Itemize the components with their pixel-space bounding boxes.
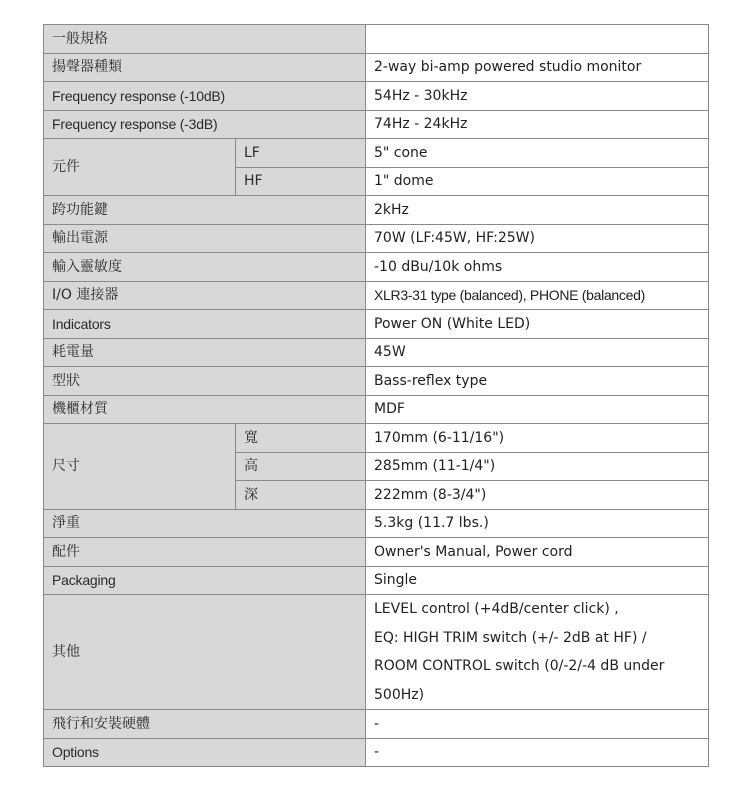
dimensions-label: 尺寸 [44,424,236,510]
io-connectors-value: XLR3-31 type (balanced), PHONE (balanced) [366,281,709,310]
net-weight-label: 淨重 [44,509,366,538]
packaging-value: Single [366,566,709,595]
indicators-label: Indicators [44,310,366,339]
speaker-type-value: 2-way bi-amp powered studio monitor [366,53,709,82]
hf-label: HF [236,167,366,196]
others-line: 500Hz) [374,686,425,703]
lf-value: 5" cone [366,139,709,168]
table-row [44,424,709,453]
freq-10db-label: Frequency response (-10dB) [44,82,366,111]
components-label: 元件 [44,139,236,196]
depth-value: 222mm (8-3/4") [366,481,709,510]
cabinet-material-label: 機櫃材質 [44,395,366,424]
width-label: 寬 [236,424,366,453]
accessories-label: 配件 [44,538,366,567]
width-value: 170mm (6-11/16") [366,424,709,453]
table-row [44,566,709,595]
cabinet-material-value: MDF [366,395,709,424]
output-power-value: 70W (LF:45W, HF:25W) [366,224,709,253]
freq-3db-value: 74Hz - 24kHz [366,110,709,139]
input-sensitivity-label: 輸入靈敏度 [44,253,366,282]
others-line: ROOM CONTROL switch (0/-2/-4 dB under [374,658,665,674]
table-row [44,738,709,767]
table-row [44,253,709,282]
options-value: - [366,738,709,767]
freq-10db-value: 54Hz - 30kHz [366,82,709,111]
table-row [44,139,709,168]
table-row [44,338,709,367]
net-weight-value: 5.3kg (11.7 lbs.) [366,509,709,538]
table-row [44,224,709,253]
io-connectors-label: I/O 連接器 [44,281,366,310]
power-consumption-value: 45W [366,338,709,367]
table-row [44,509,709,538]
options-label: Options [44,738,366,767]
crossover-value: 2kHz [366,196,709,225]
flight-install-value: - [366,710,709,739]
speaker-type-label: 揚聲器種類 [44,53,366,82]
table-header-label: 一般規格 [44,25,366,54]
crossover-label: 跨功能鍵 [44,196,366,225]
others-label: 其他 [44,595,366,710]
depth-label: 深 [236,481,366,510]
accessories-value: Owner's Manual, Power cord [366,538,709,567]
flight-install-label: 飛行和安裝硬體 [44,710,366,739]
table-row [44,367,709,396]
table-row [44,53,709,82]
indicators-value: Power ON (White LED) [366,310,709,339]
spec-table [43,24,709,767]
power-consumption-label: 耗電量 [44,338,366,367]
lf-label: LF [236,139,366,168]
others-line: LEVEL control (+4dB/center click) , [374,601,619,617]
table-row [44,310,709,339]
table-row [44,110,709,139]
table-row [44,395,709,424]
shape-value: Bass-reflex type [366,367,709,396]
hf-value: 1" dome [366,167,709,196]
table-row [44,595,709,710]
input-sensitivity-value: -10 dBu/10k ohms [366,253,709,282]
others-value [366,595,709,710]
packaging-label: Packaging [44,566,366,595]
height-value: 285mm (11-1/4") [366,452,709,481]
freq-3db-label: Frequency response (-3dB) [44,110,366,139]
table-header-value [366,25,709,54]
table-row [44,82,709,111]
output-power-label: 輸出電源 [44,224,366,253]
others-line: EQ: HIGH TRIM switch (+/- 2dB at HF) / [374,629,647,646]
table-row [44,196,709,225]
table-row [44,710,709,739]
table-row [44,281,709,310]
height-label: 高 [236,452,366,481]
shape-label: 型狀 [44,367,366,396]
table-row [44,25,709,54]
table-row [44,538,709,567]
